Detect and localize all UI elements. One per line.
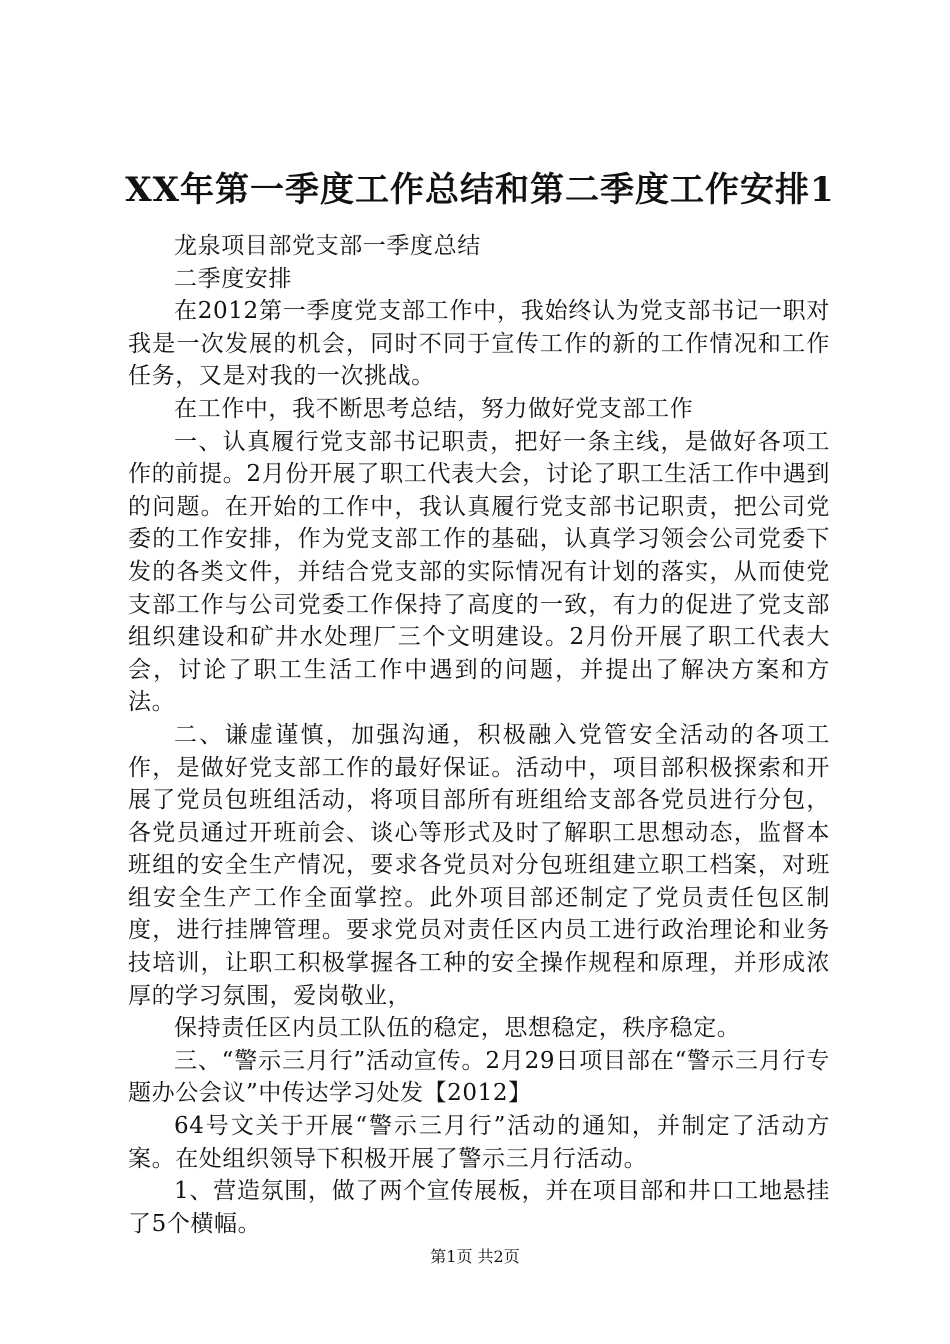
- paragraph-section-3-cont: 64号文关于开展“警示三月行”活动的通知，并制定了活动方案。在处组织领导下积极开展了警示三月行活动。: [128, 1113, 830, 1172]
- document-title: XX年第一季度工作总结和第二季度工作安排1: [125, 170, 835, 210]
- paragraph-section-1: 一、认真履行党支部书记职责，把好一条主线，是做好各项工作的前提。2月份开展了职工代表大会，讨论了职工生活工作中遇到的问题。在开始的工作中，我认真履行党支部书记职责，把公司党委的工作安排，作为党支部工作的基础，认真学习领会公司党委下发的各类文件，并结合党支部的实际情况有计划的落实，从而使党支部工作与公司党委工作保持了高度的一致，有力的促进了党支部组织建设和矿井水处理厂三个文明建设。2月份开展了职工代表大会，讨论了职工生活工作中遇到的问题，并提出了解决方案和方法。: [128, 428, 830, 716]
- document-body: [128, 230, 830, 1240]
- paragraph-section-3: 三、“警示三月行”活动宣传。2月29日项目部在“警示三月行专题办公会议”中传达学习处发【2012】: [128, 1047, 830, 1107]
- paragraph-lead: 在工作中，我不断思考总结，努力做好党支部工作: [174, 395, 694, 422]
- paragraph-intro: 在2012第一季度党支部工作中，我始终认为党支部书记一职对我是一次发展的机会，同时不同于宣传工作的新的工作情况和工作任务，又是对我的一次挑战。: [128, 298, 830, 390]
- paragraph-subtitle: 龙泉项目部党支部一季度总结: [174, 233, 481, 259]
- page-footer: 第1页 共2页: [430, 1247, 520, 1266]
- paragraph-item-1: 1、营造氛围，做了两个宣传展板，并在项目部和井口工地悬挂了5个横幅。: [128, 1178, 830, 1237]
- paragraph-section-2-cont: 保持责任区内员工队伍的稳定，思想稳定，秩序稳定。: [174, 1015, 741, 1042]
- paragraph-subtitle-2: 二季度安排: [174, 265, 292, 292]
- paragraph-section-2: 二、谦虚谨慎，加强沟通，积极融入党管安全活动的各项工作，是做好党支部工作的最好保证。活动中，项目部积极探索和开展了党员包班组活动，将项目部所有班组给支部各党员进行分包，各党员通过开班前会、谈心等形式及时了解职工思想动态，监督本班组的安全生产情况，要求各党员对分包班组建立职工档案，对班组安全生产工作全面掌控。此外项目部还制定了党员责任包区制度，进行挂牌管理。要求党员对责任区内员工进行政治理论和业务技培训，让职工积极掌握各工种的安全操作规程和原理，并形成浓厚的学习氛围，爱岗敬业，: [128, 721, 830, 1009]
